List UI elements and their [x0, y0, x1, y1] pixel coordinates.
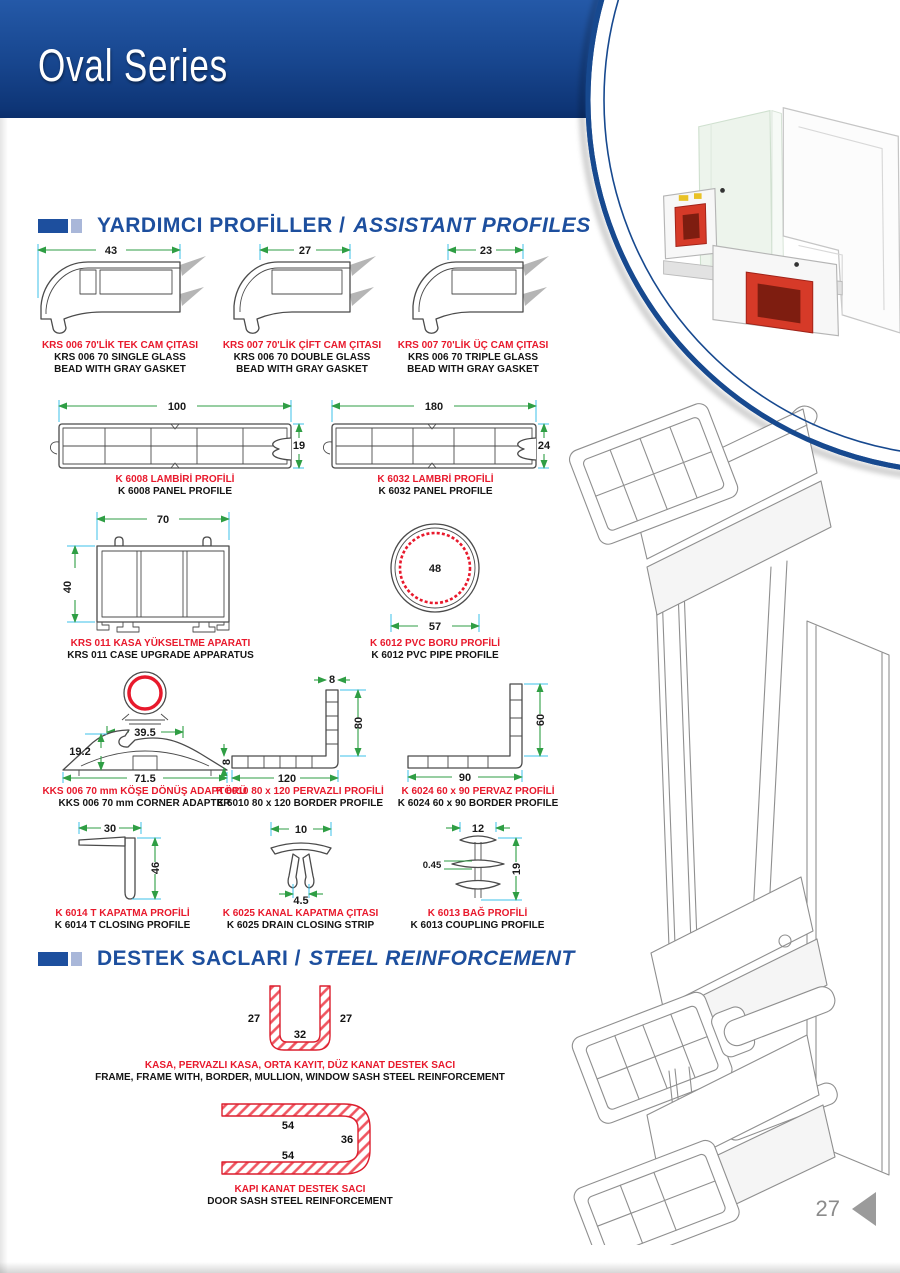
caption-english: K 6014 T CLOSING PROFILE: [54, 920, 191, 931]
border-6024-drawing: [398, 670, 558, 784]
dim-label: 0.45: [422, 860, 441, 871]
caption-turkish: K 6024 60 x 90 PERVAZ PROFİLİ: [401, 786, 555, 797]
dim-label: 8: [328, 674, 336, 686]
figure-panel-6008: [45, 398, 305, 498]
dim-label: 27: [298, 245, 312, 257]
dim-label: 46: [149, 861, 162, 875]
caption-turkish: K 6025 KANAL KAPATMA ÇITASI: [222, 908, 379, 919]
border-6010-drawing: [220, 670, 380, 784]
figure-caption: [340, 638, 530, 662]
steel-door-drawing: [210, 1096, 390, 1182]
drain-strip-drawing: [241, 820, 361, 906]
caption-turkish: KASA, PERVAZLI KASA, ORTA KAYIT, DÜZ KANAT DESTEK SACI: [144, 1060, 456, 1071]
dim-label: 120: [277, 773, 297, 784]
page-number: 27: [815, 1196, 840, 1221]
dim-label: 32: [293, 1029, 307, 1041]
figure-drain-strip: [213, 820, 388, 932]
caption-english: BEAD WITH GRAY GASKET: [407, 364, 539, 375]
dim-label: 54: [281, 1120, 295, 1132]
caption-english: BEAD WITH GRAY GASKET: [54, 364, 186, 375]
section-title-english: STEEL REINFORCEMENT: [309, 947, 575, 970]
panel-6032-drawing: [318, 398, 553, 472]
section-bullet-light: [71, 219, 82, 233]
figure-bead-double: [212, 242, 392, 376]
caption-english: KRS 011 CASE UPGRADE APPARATUS: [67, 650, 254, 661]
dim-label: 60: [535, 713, 547, 727]
caption-turkish: KRS 007 70'LİK ÇİFT CAM ÇITASI: [222, 340, 382, 351]
figure-caption: [130, 1184, 470, 1208]
steel-frame-drawing: [230, 982, 370, 1058]
dim-label: 39.5: [133, 727, 156, 739]
dim-label: 8: [221, 758, 233, 766]
dim-label: 10: [294, 824, 307, 836]
dim-label: 12: [471, 823, 484, 835]
dim-label: 19.2: [68, 746, 91, 758]
dim-label: 36: [340, 1134, 354, 1146]
figure-caption: [30, 340, 210, 376]
page-edge-shade-bottom: [0, 1262, 900, 1273]
caption-turkish: K 6014 T KAPATMA PROFİLİ: [55, 908, 190, 919]
bead-triple-drawing: [388, 242, 558, 338]
figure-panel-6032: [318, 398, 553, 498]
caption-english: K 6024 60 x 90 BORDER PROFILE: [397, 798, 559, 809]
dim-label: 54: [281, 1150, 295, 1162]
caption-english: KKS 006 70 mm CORNER ADAPTER: [58, 798, 231, 809]
dim-label: 100: [167, 401, 187, 413]
dim-label: 23: [479, 245, 493, 257]
case-upgrade-drawing: [61, 510, 261, 636]
dim-label: 27: [247, 1013, 261, 1025]
figure-case-upgrade: [58, 510, 263, 662]
caption-turkish: K 6032 LAMBRİ PROFİLİ: [377, 474, 494, 485]
figure-border-6024: [392, 670, 564, 810]
caption-english: KRS 006 70 DOUBLE GLASS: [233, 352, 371, 363]
section-title-turkish: YARDIMCI PROFİLLER /: [97, 214, 346, 237]
caption-english: K 6013 COUPLING PROFILE: [410, 920, 545, 931]
caption-turkish: KAPI KANAT DESTEK SACI: [234, 1184, 366, 1195]
dim-label: 24: [537, 440, 551, 452]
dim-label: 19: [292, 440, 305, 452]
section-heading-assistant-profiles: [38, 214, 591, 238]
figure-caption: [45, 474, 305, 498]
caption-english: K 6012 PVC PIPE PROFILE: [371, 650, 499, 661]
caption-english: K 6032 PANEL PROFILE: [378, 486, 493, 497]
figure-coupling: [390, 820, 565, 932]
figure-caption: [388, 340, 558, 376]
dim-label: 40: [61, 580, 74, 594]
caption-turkish: KKS 006 70 mm KÖŞE DÖNÜŞ ADAPTÖRÜ: [42, 786, 247, 797]
page-title: Oval Series: [38, 40, 229, 91]
dim-label: 43: [104, 245, 118, 257]
panel-6008-drawing: [45, 398, 305, 472]
figure-caption: [318, 474, 553, 498]
section-title-english: ASSISTANT PROFILES: [353, 214, 591, 237]
caption-turkish: KRS 011 KASA YÜKSELTME APARATI: [70, 638, 251, 649]
figure-pvc-pipe: [340, 512, 530, 662]
figure-caption: [390, 908, 565, 932]
caption-english: BEAD WITH GRAY GASKET: [236, 364, 368, 375]
figure-bead-triple: [388, 242, 558, 376]
figure-bead-single: [30, 242, 210, 376]
caption-english: KRS 006 70 TRIPLE GLASS: [407, 352, 539, 363]
dim-label: 19: [510, 862, 523, 876]
caption-turkish: K 6013 BAĞ PROFİLİ: [427, 908, 528, 919]
dim-label: 90: [458, 772, 472, 784]
caption-english: K 6025 DRAIN CLOSING STRIP: [226, 920, 375, 931]
caption-english: DOOR SASH STEEL REINFORCEMENT: [207, 1196, 393, 1207]
section-bullet-dark: [38, 952, 68, 966]
caption-turkish: KRS 006 70'LİK TEK CAM ÇITASI: [41, 340, 199, 351]
figure-caption: [58, 638, 263, 662]
t-closing-drawing: [63, 820, 183, 906]
section-bullet-dark: [38, 219, 68, 233]
figure-caption: [213, 908, 388, 932]
caption-turkish: K 6008 LAMBİRİ PROFİLİ: [115, 474, 235, 485]
figure-border-6010: [214, 670, 386, 810]
dim-label: 71.5: [133, 773, 156, 784]
figure-caption: [392, 786, 564, 810]
page-nav: [816, 1192, 876, 1226]
section-title-turkish: DESTEK SACLARI /: [97, 947, 302, 970]
section-bullet-light: [71, 952, 82, 966]
caption-turkish: K 6012 PVC BORU PROFİLİ: [369, 638, 501, 649]
figure-steel-frame: [80, 982, 520, 1084]
caption-english: K 6008 PANEL PROFILE: [117, 486, 233, 497]
coupling-drawing: [418, 820, 538, 906]
bead-double-drawing: [212, 242, 392, 338]
caption-turkish: KRS 007 70'LİK ÜÇ CAM ÇITASI: [397, 340, 549, 351]
dim-label: 4.5: [292, 895, 309, 906]
figure-caption: [80, 1060, 520, 1084]
dim-label: 57: [428, 621, 442, 633]
dim-label: 27: [339, 1013, 353, 1025]
dim-label: 30: [103, 823, 116, 835]
dim-label: 48: [428, 563, 442, 575]
figure-caption: [35, 908, 210, 932]
caption-english: KRS 006 70 SINGLE GLASS: [54, 352, 186, 363]
figure-caption: [214, 786, 386, 810]
page-arrow-icon: [852, 1192, 876, 1226]
caption-turkish: K 6010 80 x 120 PERVAZLI PROFİLİ: [216, 786, 384, 797]
section-heading-steel-reinforcement: [38, 947, 575, 971]
figure-t-closing: [35, 820, 210, 932]
dim-label: 180: [424, 401, 444, 413]
figure-steel-door: [130, 1096, 470, 1208]
figure-caption: [212, 340, 392, 376]
bead-single-drawing: [30, 242, 210, 338]
pvc-pipe-drawing: [340, 512, 530, 636]
page-edge-shade-left: [0, 118, 8, 1273]
dim-label: 80: [353, 716, 365, 730]
caption-english: FRAME, FRAME WITH, BORDER, MULLION, WINDOW SASH STEEL REINFORCEMENT: [95, 1072, 505, 1083]
dim-label: 70: [156, 514, 169, 526]
window-section-technical-drawing: [555, 355, 900, 1245]
caption-english: K 6010 80 x 120 BORDER PROFILE: [216, 798, 384, 809]
